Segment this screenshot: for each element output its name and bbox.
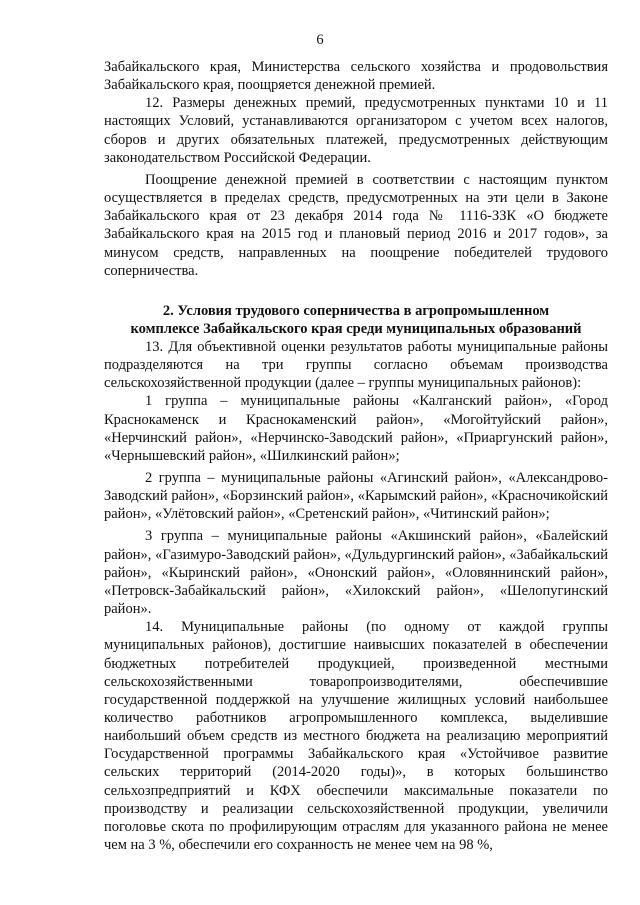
paragraph-continuation: Забайкальского края, Министерства сельского хозяйства и продовольствия Забайкальского края, поощряется денежной премией.: [104, 59, 608, 94]
section-heading: [104, 302, 608, 338]
section-heading-line-2: комплексе Забайкальского края среди муниципальных образований: [130, 320, 582, 337]
document-body: [104, 58, 608, 854]
paragraph-bonus-funding: Поощрение денежной премией в соответствии с настоящим пунктом осуществляется в пределах средств, предусмотренных на эти цели в Законе Забайкальского края от 23 декабря 2014 года № 1116-ЗЗК «О бюджете Забайкальского края на 2015 год и плановый период 2016 и 2017 годов», за минусом средств, направленных на поощрение победителей трудового соперничества.: [104, 171, 608, 279]
paragraph-group-1: 1 группа – муниципальные районы «Калганский район», «Город Краснокаменск и Краснокаменский район», «Могойтуйский район», «Нерчинский район», «Нерчинско-Заводский район», «Приаргунский район», «Чернышевский район», «Шилкинский район»;: [104, 393, 608, 464]
section-heading-line-1: 2. Условия трудового соперничества в агропромышленном: [162, 302, 550, 319]
paragraph-clause-14: 14. Муниципальные районы (по одному от каждой группы муниципальных районов), достигшие наивысших показателей в обеспечении бюджетных потребителей продукцией, произведенной местными сельскохозяйственными товаропроизводителями, обеспечившие государственной поддержкой на улучшение жилищных условий наибольшее количество работников агропромышленного комплекса, выделившие наибольший объем средств из местного бюджета на реализацию мероприятий Государственной программы Забайкальского края «Устойчивое развитие сельских территорий (2014-2020 годы)», в которых большинство сельхозпредприятий и КФХ обеспечили максимальные показатели по производству и реализации сельскохозяйственной продукции, увеличили поголовье скота по профилирующим отраслям для указанного района не менее чем на 3 %, обеспечили его сохранность не менее чем на 98 %,: [104, 619, 608, 854]
paragraph-group-2: 2 группа – муниципальные районы «Агинский район», «Александрово-Заводский район», «Борзинский район», «Карымский район», «Красночикойский район», «Улётовский район», «Сретенский район», «Читинский район»;: [104, 469, 608, 523]
paragraph-clause-13: 13. Для объективной оценки результатов работы муниципальные районы подразделяются на три группы согласно объемам производства сельскохозяйственной продукции (далее – группы муниципальных районов):: [104, 338, 608, 392]
paragraph-clause-12: 12. Размеры денежных премий, предусмотренных пунктами 10 и 11 настоящих Условий, устанавливаются организатором с учетом всех налогов, сборов и других обязательных платежей, предусмотренных действующим законодательством Российской Федерации.: [104, 95, 608, 166]
paragraph-group-3: 3 группа – муниципальные районы «Акшинский район», «Балейский район», «Газимуро-Заводский район», «Дульдургинский район», «Забайкальский район», «Кыринский район», «Ононский район», «Оловяннинский район», «Петровск-Забайкальский район», «Хилокский район», «Шелопугинский район».: [104, 528, 608, 618]
page-number: 6: [316, 32, 324, 48]
